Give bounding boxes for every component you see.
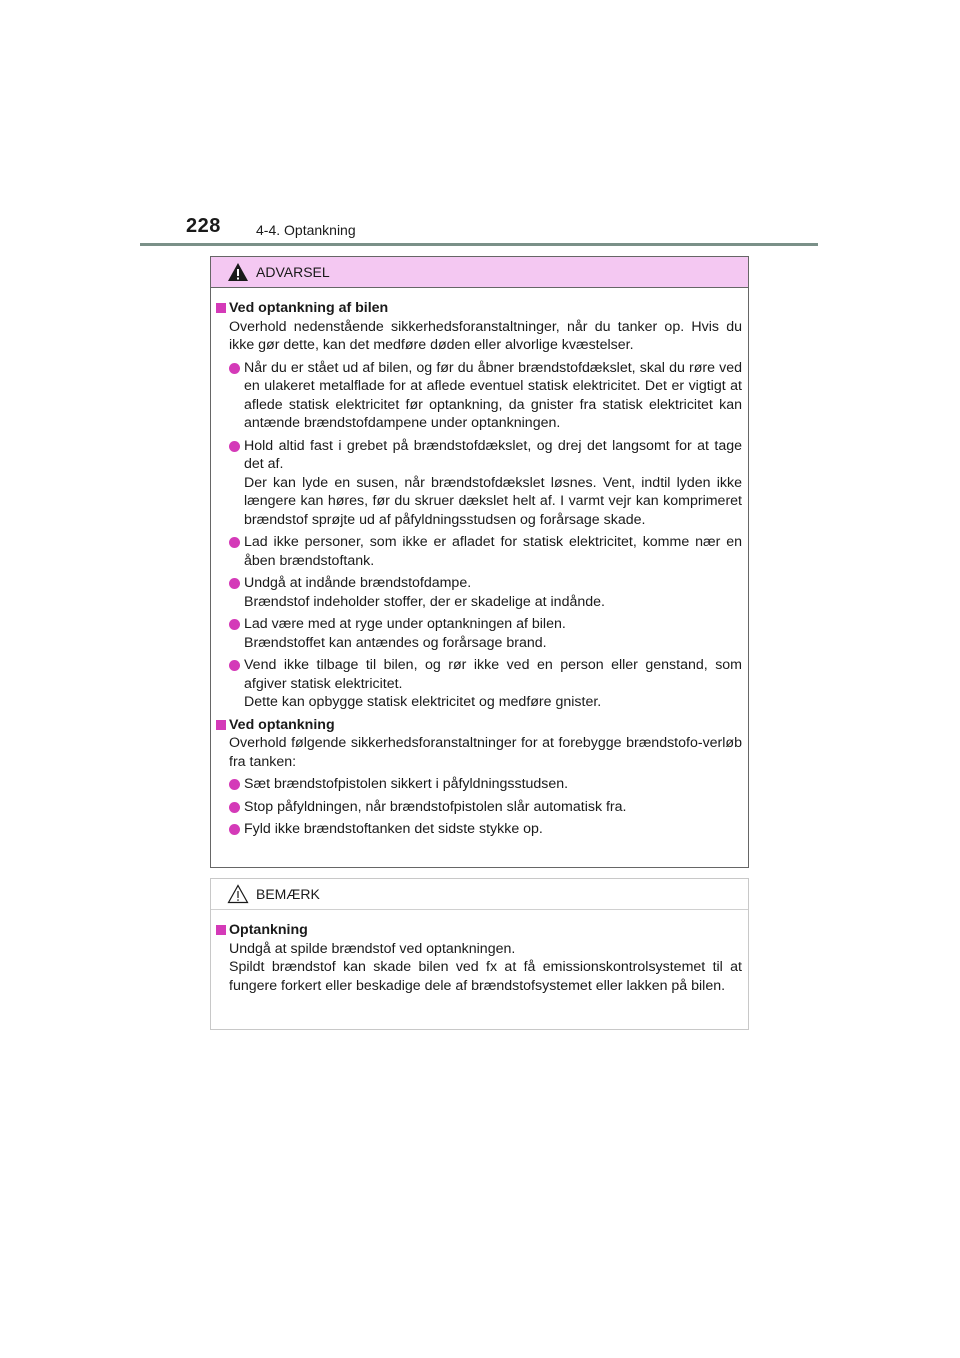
list-item — [229, 775, 742, 794]
warning-box-body — [211, 288, 748, 839]
page-number: 228 — [186, 215, 221, 237]
list-item-text: Dette kan opbygge statisk elektricitet og medføre gnister. — [244, 694, 602, 710]
list-item — [229, 574, 742, 611]
warning-box-title: ADVARSEL — [256, 264, 330, 280]
list-item — [229, 615, 742, 652]
section-title: 4-4. Optankning — [256, 222, 356, 238]
list-item-text: Brændstoffet kan antændes og forårsage brand. — [244, 634, 547, 651]
header-divider — [140, 243, 818, 246]
list-item-text: Hold altid fast i grebet på brændstofdækslet, og drej det langsomt for at tage det af. — [244, 437, 742, 472]
warning-triangle-outline-icon — [227, 884, 249, 904]
list-item-text: Fyld ikke brændstoftanken det sidste stykke op. — [244, 821, 543, 837]
notice-box-title: BEMÆRK — [256, 886, 320, 902]
round-bullet-icon — [229, 660, 240, 671]
list-item — [229, 798, 742, 817]
notice-section — [214, 921, 742, 995]
list-item-text: Stop påfyldningen, når brændstofpistolen slår automatisk fra. — [244, 798, 627, 815]
warning-box — [210, 256, 749, 868]
list-item — [229, 820, 742, 839]
round-bullet-icon — [229, 619, 240, 630]
section-text — [229, 940, 742, 996]
round-bullet-icon — [229, 441, 240, 452]
notice-text-line: Undgå at spilde brændstof ved optankningen. — [229, 940, 516, 957]
section-heading: Ved optankning af bilen — [229, 300, 389, 316]
square-bullet-icon — [216, 720, 226, 730]
list-item-text: Undgå at indånde brændstofdampe. — [244, 575, 472, 591]
list-item-text: Der kan lyde en susen, når brændstofdækslet løsnes. Vent, indtil lyden ikke længere kan høres, før du skruer dækslet helt af. I varmt vejr kan komprimeret brændstof sprøjte ud af påfyldningsstudsen og forårsage skade. — [244, 474, 742, 528]
list-item-text: Når du er stået ud af bilen, og før du åbner brændstofdækslet, skal du røre ved en ulakeret metalflade for at aflede eventuel statisk elektricitet. Det er vigtigt at aflede statisk elektricitet før optankning, da gnister fra statisk elektricitet kan antænde brændstofdampene under optankningen. — [244, 359, 742, 431]
round-bullet-icon — [229, 578, 240, 589]
section-intro: Overhold følgende sikkerhedsforanstaltninger for at forebygge brændstofo-verløb fra tanken: — [229, 735, 742, 770]
list-item-text: Lad være med at ryge under optankningen af bilen. — [244, 616, 566, 632]
list-item — [229, 359, 742, 433]
section-intro: Overhold nedenstående sikkerhedsforanstaltninger, når du tanker op. Hvis du ikke gør dette, kan det medføre døden eller alvorlige kvæstelser. — [229, 318, 742, 353]
round-bullet-icon — [229, 779, 240, 790]
square-bullet-icon — [216, 303, 226, 313]
list-item — [229, 533, 742, 570]
list-item-text: Lad ikke personer, som ikke er afladet for statisk elektricitet, komme nær en åben brændstoftank. — [244, 534, 742, 569]
section-heading: Optankning — [229, 922, 308, 938]
warning-section — [214, 716, 742, 839]
square-bullet-icon — [216, 925, 226, 935]
notice-box — [210, 878, 749, 1030]
list-item — [229, 437, 742, 530]
notice-box-body — [211, 910, 748, 995]
list-item-text: Vend ikke tilbage til bilen, og rør ikke ved en person eller genstand, som afgiver statisk elektricitet. — [244, 657, 742, 692]
notice-box-header — [211, 879, 748, 910]
round-bullet-icon — [229, 537, 240, 548]
list-item — [229, 656, 742, 712]
warning-triangle-filled-icon — [227, 262, 249, 282]
notice-text-line: Spildt brændstof kan skade bilen ved fx at få emissionskontrolsystemet til at fungere forkert eller beskadige dele af brændstofsystemet eller lakken på bilen. — [229, 959, 742, 994]
round-bullet-icon — [229, 802, 240, 813]
section-heading: Ved optankning — [229, 716, 335, 733]
list-item-text: Sæt brændstofpistolen sikkert i påfyldningsstudsen. — [244, 776, 569, 792]
list-item-text: Brændstof indeholder stoffer, der er skadelige at indånde. — [244, 593, 605, 610]
round-bullet-icon — [229, 824, 240, 835]
warning-box-header — [211, 257, 748, 288]
round-bullet-icon — [229, 363, 240, 374]
warning-section — [214, 299, 742, 712]
